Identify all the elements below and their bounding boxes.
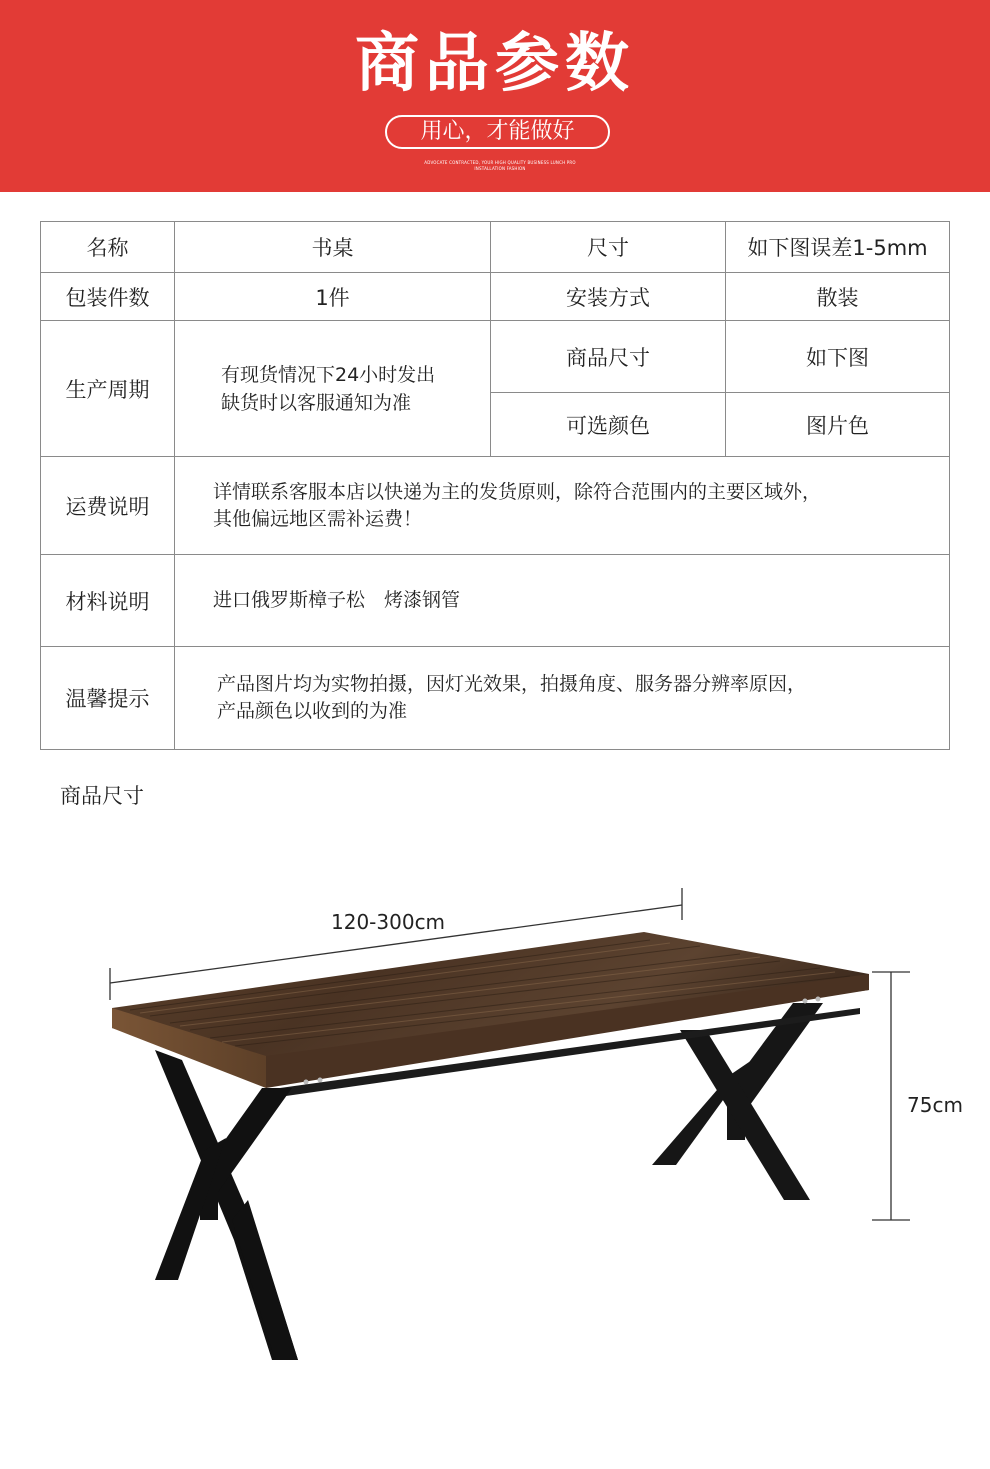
desk-illustration xyxy=(0,820,990,1460)
table-row xyxy=(41,321,950,393)
material-label: 材料说明 xyxy=(41,555,175,647)
banner-subline-2: INSTALLATION FASHION xyxy=(474,166,526,171)
shipping-value xyxy=(175,457,950,555)
header-banner xyxy=(0,0,990,192)
notice-line-1: 产品图片均为实物拍摄，因灯光效果，拍摄角度、服务器分辨率原因， xyxy=(217,673,807,695)
material-value: 进口俄罗斯樟子松 烤漆钢管 xyxy=(175,555,950,647)
cycle-value xyxy=(175,321,491,457)
table-row xyxy=(41,555,950,647)
color-value: 图片色 xyxy=(726,393,950,457)
package-value: 1件 xyxy=(175,273,491,321)
notice-value xyxy=(175,647,950,750)
product-size-value: 如下图 xyxy=(726,321,950,393)
table-row xyxy=(41,222,950,273)
banner-subline-1: ADVOCATE CONTRACTED, YOUR HIGH QUALITY BUSINESS LUNCH PRO xyxy=(424,160,576,165)
cycle-line-1: 有现货情况下24小时发出 xyxy=(221,363,436,386)
height-label: 75cm xyxy=(907,1093,963,1117)
banner-subline xyxy=(395,160,605,172)
table-row xyxy=(41,457,950,555)
dimension-section-title: 商品尺寸 xyxy=(60,784,144,808)
size-label: 尺寸 xyxy=(491,222,726,273)
table-row xyxy=(41,273,950,321)
banner-slogan: 用心，才能做好 xyxy=(385,115,610,149)
package-label: 包装件数 xyxy=(41,273,175,321)
shipping-label: 运费说明 xyxy=(41,457,175,555)
install-value: 散装 xyxy=(726,273,950,321)
install-label: 安装方式 xyxy=(491,273,726,321)
cycle-line-2: 缺货时以客服通知为准 xyxy=(221,391,412,414)
cycle-label: 生产周期 xyxy=(41,321,175,457)
desk-front-leg xyxy=(155,1050,298,1360)
table-row xyxy=(41,647,950,750)
desk-back-leg xyxy=(652,1003,823,1200)
banner-title: 商品参数 xyxy=(355,27,635,101)
notice-line-2: 产品颜色以收到的为准 xyxy=(217,700,408,722)
notice-label: 温馨提示 xyxy=(41,647,175,750)
product-size-label: 商品尺寸 xyxy=(491,321,726,393)
shipping-line-1: 详情联系客服本店以快递为主的发货原则，除符合范围内的主要区域外， xyxy=(213,480,822,503)
size-value: 如下图误差1-5mm xyxy=(726,222,950,273)
shipping-line-2: 其他偏远地区需补运费！ xyxy=(213,507,423,530)
height-dimension-line xyxy=(872,972,910,1220)
name-label: 名称 xyxy=(41,222,175,273)
length-label: 120-300cm xyxy=(331,910,446,934)
name-value: 书桌 xyxy=(175,222,491,273)
color-label: 可选颜色 xyxy=(491,393,726,457)
spec-table xyxy=(40,221,950,750)
